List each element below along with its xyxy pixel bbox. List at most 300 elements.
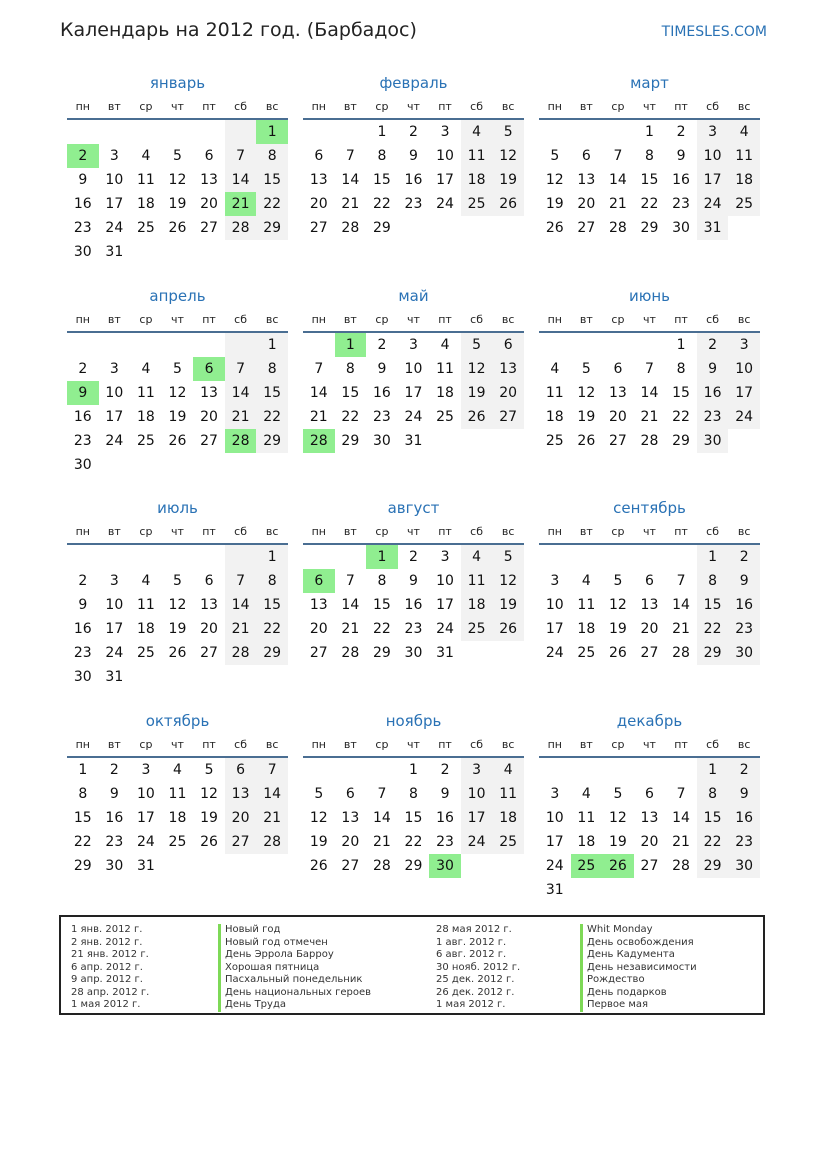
day-cell: 17 [404, 385, 423, 401]
day-cell: 7 [345, 573, 355, 589]
day-cell: 9 [78, 597, 88, 613]
day-cell: 22 [256, 617, 288, 641]
day-cell: 25 [136, 645, 155, 661]
day-cell: 5 [314, 786, 324, 802]
empty-cell [130, 545, 162, 569]
holiday-name: День Эррола Барроу [218, 949, 371, 962]
empty-cell [335, 120, 367, 144]
day-cell: 27 [640, 858, 659, 874]
day-cell: 27 [341, 858, 360, 874]
empty-cell [539, 758, 571, 782]
day-cell: 8 [377, 573, 387, 589]
weekday-label: сб [234, 738, 248, 751]
day-cell: 12 [168, 172, 187, 188]
holiday-day-cell: 26 [602, 854, 634, 878]
day-cell: 29 [640, 220, 659, 236]
weekday-label: пт [674, 738, 688, 751]
day-cell: 28 [341, 220, 360, 236]
day-cell: 23 [404, 621, 423, 637]
day-cell: 19 [168, 621, 187, 637]
day-cell: 3 [409, 337, 418, 353]
weekday-label: вт [579, 313, 593, 326]
day-grid [303, 758, 524, 878]
day-cell: 7 [377, 786, 387, 802]
day-cell: 7 [225, 569, 257, 593]
month-name: июнь [628, 287, 671, 305]
day-cell: 18 [136, 621, 155, 637]
day-cell: 26 [200, 834, 218, 850]
weekday-label: сб [470, 525, 484, 538]
weekday-label: вс [265, 100, 279, 113]
day-cell: 18 [545, 409, 564, 425]
day-cell: 5 [204, 762, 214, 778]
empty-cell [665, 545, 697, 569]
day-cell: 1 [645, 124, 654, 140]
day-cell: 14 [225, 168, 257, 192]
day-cell: 4 [581, 573, 591, 589]
day-cell: 28 [256, 830, 288, 854]
day-cell: 19 [545, 196, 564, 212]
weekday-label: вт [107, 100, 121, 113]
day-cell: 8 [256, 569, 288, 593]
day-cell: 2 [109, 762, 119, 778]
weekday-label: пн [547, 100, 562, 113]
day-cell: 31 [697, 216, 729, 240]
day-cell: 12 [545, 172, 564, 188]
empty-cell [303, 333, 335, 357]
day-cell: 13 [608, 385, 627, 401]
day-grid [67, 758, 288, 878]
day-cell: 17 [697, 168, 729, 192]
weekday-label: чт [643, 738, 656, 751]
holiday-date: 1 авг. 2012 г. [436, 936, 507, 948]
day-cell: 8 [697, 569, 729, 593]
day-cell: 10 [105, 597, 124, 613]
page-title: Календарь на 2012 год. (Барбадос) [60, 19, 417, 41]
empty-cell [335, 758, 367, 782]
day-cell: 8 [697, 782, 729, 806]
empty-cell [99, 333, 131, 357]
weekday-label: чт [171, 313, 184, 326]
day-cell: 9 [440, 786, 450, 802]
day-cell: 28 [608, 220, 627, 236]
month-name: февраль [379, 74, 448, 92]
day-cell: 13 [225, 782, 257, 806]
weekday-label: пн [75, 313, 90, 326]
day-cell: 19 [168, 409, 187, 425]
day-cell: 7 [225, 357, 257, 381]
weekday-label: сб [470, 738, 484, 751]
weekday-label: сб [706, 313, 720, 326]
day-cell: 14 [341, 172, 360, 188]
day-cell: 8 [256, 144, 288, 168]
holiday-legend [59, 915, 765, 1015]
day-grid [539, 333, 760, 453]
month-1 [67, 72, 288, 264]
day-cell: 22 [640, 196, 659, 212]
weekday-label: вт [107, 525, 121, 538]
holiday-date: 1 янв. 2012 г. [71, 924, 143, 935]
empty-cell [130, 120, 162, 144]
month-name: сентябрь [613, 499, 686, 517]
weekday-label: чт [171, 738, 184, 751]
day-cell: 16 [697, 381, 729, 405]
day-cell: 5 [492, 545, 524, 569]
holiday-date: 26 дек. 2012 г. [436, 986, 515, 998]
day-cell: 5 [461, 333, 493, 357]
day-cell: 4 [550, 361, 560, 377]
day-cell: 23 [105, 834, 124, 850]
day-cell: 22 [697, 830, 729, 854]
weekday-label: пт [438, 313, 452, 326]
day-cell: 28 [225, 216, 257, 240]
empty-cell [303, 545, 335, 569]
day-cell: 8 [78, 786, 88, 802]
weekday-label: сб [706, 525, 720, 538]
holiday-names-left [218, 924, 371, 1012]
day-cell: 14 [225, 593, 257, 617]
weekday-label: вт [343, 100, 357, 113]
day-cell: 17 [728, 381, 760, 405]
weekday-label: пн [75, 100, 90, 113]
empty-cell [634, 758, 666, 782]
month-6 [539, 285, 760, 453]
day-grid [539, 120, 760, 240]
day-cell: 27 [309, 645, 328, 661]
day-cell: 22 [672, 409, 690, 425]
day-cell: 10 [436, 148, 454, 164]
day-cell: 20 [640, 834, 659, 850]
day-grid [67, 120, 288, 264]
day-cell: 1 [676, 337, 686, 353]
day-cell: 17 [105, 409, 124, 425]
day-cell: 17 [105, 621, 124, 637]
weekday-label: сб [470, 313, 484, 326]
day-cell: 18 [136, 196, 155, 212]
weekday-label: пн [311, 525, 326, 538]
day-cell: 16 [372, 385, 391, 401]
month-11 [303, 710, 524, 878]
weekday-label: сб [470, 100, 484, 113]
day-cell: 15 [372, 597, 391, 613]
day-cell: 7 [645, 361, 654, 377]
empty-cell [99, 545, 131, 569]
weekday-header [539, 734, 760, 756]
month-name: октябрь [145, 712, 210, 730]
empty-cell [634, 333, 666, 357]
day-grid [539, 758, 760, 902]
empty-cell [67, 545, 99, 569]
empty-cell [67, 120, 99, 144]
month-5 [303, 285, 524, 453]
weekday-header [67, 521, 288, 543]
weekday-label: пт [674, 313, 688, 326]
day-cell: 21 [672, 834, 690, 850]
day-cell: 2 [377, 337, 387, 353]
day-cell: 22 [372, 196, 391, 212]
day-cell: 13 [309, 597, 328, 613]
day-cell: 23 [672, 196, 690, 212]
brand-link[interactable]: TIMESLES.COM [661, 24, 767, 40]
weekday-label: вс [501, 100, 515, 113]
holiday-day-cell: 6 [303, 569, 335, 593]
day-cell: 7 [314, 361, 324, 377]
weekday-label: пн [547, 313, 562, 326]
day-cell: 2 [78, 573, 88, 589]
weekday-label: ср [375, 525, 389, 538]
day-cell: 15 [256, 593, 288, 617]
holiday-name: Рождество [580, 974, 697, 987]
day-cell: 1 [78, 762, 88, 778]
day-cell: 10 [728, 357, 760, 381]
day-cell: 30 [728, 641, 760, 665]
day-cell: 27 [608, 433, 627, 449]
day-cell: 30 [672, 220, 690, 236]
day-grid [67, 545, 288, 689]
weekday-label: вс [501, 525, 515, 538]
day-cell: 6 [581, 148, 591, 164]
day-cell: 15 [256, 168, 288, 192]
weekday-header [539, 96, 760, 118]
weekday-label: ср [375, 738, 389, 751]
day-cell: 18 [461, 168, 493, 192]
day-cell: 11 [461, 144, 493, 168]
day-cell: 27 [200, 220, 218, 236]
day-cell: 15 [640, 172, 659, 188]
day-cell: 13 [492, 357, 524, 381]
weekday-label: вс [737, 313, 751, 326]
day-cell: 22 [697, 617, 729, 641]
holiday-name: День Труда [218, 999, 371, 1012]
weekday-label: ср [139, 738, 153, 751]
day-cell: 30 [728, 854, 760, 878]
holiday-date: 2 янв. 2012 г. [71, 936, 143, 948]
day-cell: 13 [640, 597, 659, 613]
day-cell: 14 [372, 810, 391, 826]
day-cell: 18 [728, 168, 760, 192]
day-cell: 2 [409, 124, 418, 140]
day-cell: 2 [440, 762, 450, 778]
holiday-day-cell: 25 [571, 854, 603, 878]
day-cell: 25 [545, 433, 564, 449]
day-cell: 30 [404, 645, 423, 661]
day-cell: 29 [256, 641, 288, 665]
month-3 [539, 72, 760, 240]
weekday-header [539, 521, 760, 543]
weekday-label: вс [737, 525, 751, 538]
day-cell: 4 [173, 762, 182, 778]
day-cell: 28 [225, 641, 257, 665]
day-cell: 30 [105, 858, 124, 874]
day-cell: 30 [73, 669, 92, 685]
weekday-label: вс [501, 313, 515, 326]
day-cell: 5 [173, 573, 182, 589]
empty-cell [539, 120, 571, 144]
day-cell: 7 [225, 144, 257, 168]
day-cell: 21 [608, 196, 627, 212]
day-grid [303, 120, 524, 240]
month-name: январь [149, 74, 206, 92]
day-cell: 21 [341, 621, 360, 637]
day-cell: 6 [645, 786, 654, 802]
day-cell: 2 [409, 549, 418, 565]
day-cell: 25 [577, 645, 596, 661]
holiday-date: 1 мая 2012 г. [436, 999, 506, 1010]
day-cell: 14 [640, 385, 659, 401]
day-cell: 23 [697, 405, 729, 429]
holiday-date: 21 янв. 2012 г. [71, 949, 149, 960]
holiday-day-cell: 2 [67, 144, 99, 168]
day-cell: 23 [372, 409, 391, 425]
day-cell: 20 [341, 834, 360, 850]
day-cell: 10 [105, 172, 124, 188]
day-cell: 25 [728, 192, 760, 216]
day-cell: 16 [73, 621, 92, 637]
empty-cell [162, 120, 194, 144]
weekday-label: чт [407, 100, 420, 113]
day-cell: 24 [136, 834, 155, 850]
weekday-label: сб [706, 738, 720, 751]
day-cell: 10 [404, 361, 423, 377]
day-cell: 29 [341, 433, 360, 449]
day-cell: 26 [168, 433, 187, 449]
day-cell: 3 [109, 148, 119, 164]
day-cell: 12 [168, 597, 187, 613]
day-cell: 18 [436, 385, 454, 401]
day-cell: 24 [105, 220, 124, 236]
empty-cell [193, 120, 225, 144]
day-cell: 24 [105, 645, 124, 661]
holiday-day-cell: 30 [429, 854, 461, 878]
day-cell: 7 [676, 786, 686, 802]
day-cell: 16 [672, 172, 690, 188]
weekday-label: чт [407, 313, 420, 326]
weekday-label: ср [611, 525, 625, 538]
day-cell: 17 [545, 834, 564, 850]
day-cell: 18 [577, 834, 596, 850]
day-cell: 15 [256, 381, 288, 405]
day-cell: 31 [105, 669, 124, 685]
day-grid [539, 545, 760, 665]
day-cell: 11 [168, 786, 187, 802]
day-cell: 21 [225, 405, 257, 429]
day-cell: 10 [545, 597, 564, 613]
weekday-header [67, 734, 288, 756]
day-cell: 31 [105, 244, 124, 260]
day-cell: 9 [697, 357, 729, 381]
day-cell: 3 [109, 361, 119, 377]
weekday-header [303, 96, 524, 118]
day-cell: 30 [372, 433, 391, 449]
day-cell: 4 [141, 361, 151, 377]
day-cell: 9 [728, 782, 760, 806]
empty-cell [225, 333, 257, 357]
empty-cell [539, 545, 571, 569]
day-cell: 22 [256, 192, 288, 216]
day-cell: 18 [577, 621, 596, 637]
holiday-date: 1 мая 2012 г. [71, 999, 141, 1010]
day-cell: 20 [200, 621, 218, 637]
weekday-label: пт [674, 525, 688, 538]
day-cell: 18 [492, 806, 524, 830]
weekday-label: вт [107, 313, 121, 326]
day-cell: 30 [697, 429, 729, 453]
day-cell: 14 [341, 597, 360, 613]
day-cell: 27 [640, 645, 659, 661]
day-cell: 13 [577, 172, 596, 188]
weekday-label: сб [234, 525, 248, 538]
day-grid [303, 545, 524, 665]
weekday-label: пт [202, 313, 216, 326]
day-cell: 6 [314, 148, 324, 164]
empty-cell [571, 545, 603, 569]
day-cell: 16 [728, 806, 760, 830]
holiday-day-cell: 9 [67, 381, 99, 405]
day-cell: 17 [545, 621, 564, 637]
day-cell: 24 [404, 409, 423, 425]
day-cell: 29 [372, 220, 391, 236]
day-cell: 25 [436, 409, 454, 425]
day-cell: 27 [225, 830, 257, 854]
day-cell: 12 [577, 385, 596, 401]
day-cell: 26 [461, 405, 493, 429]
day-cell: 19 [461, 381, 493, 405]
weekday-label: пн [311, 100, 326, 113]
weekday-label: ср [611, 313, 625, 326]
day-cell: 12 [200, 786, 218, 802]
day-cell: 3 [141, 762, 151, 778]
day-cell: 5 [613, 573, 623, 589]
day-cell: 31 [136, 858, 155, 874]
day-cell: 2 [728, 758, 760, 782]
empty-cell [571, 333, 603, 357]
weekday-header [67, 309, 288, 331]
day-cell: 13 [200, 172, 218, 188]
day-cell: 5 [492, 120, 524, 144]
day-cell: 29 [697, 854, 729, 878]
day-cell: 3 [550, 786, 560, 802]
holiday-date: 28 мая 2012 г. [436, 924, 512, 935]
day-cell: 17 [436, 597, 454, 613]
weekday-label: пт [202, 525, 216, 538]
day-cell: 19 [608, 834, 627, 850]
day-cell: 12 [309, 810, 328, 826]
day-cell: 8 [377, 148, 387, 164]
weekday-label: ср [139, 525, 153, 538]
day-cell: 8 [645, 148, 654, 164]
day-cell: 15 [672, 385, 690, 401]
day-cell: 19 [492, 593, 524, 617]
day-cell: 14 [225, 381, 257, 405]
day-cell: 13 [341, 810, 360, 826]
empty-cell [539, 333, 571, 357]
day-cell: 13 [200, 385, 218, 401]
holiday-day-cell: 1 [335, 333, 367, 357]
day-cell: 3 [461, 758, 493, 782]
day-cell: 3 [697, 120, 729, 144]
empty-cell [225, 120, 257, 144]
weekday-label: вт [579, 738, 593, 751]
day-cell: 12 [461, 357, 493, 381]
weekday-label: вт [343, 313, 357, 326]
day-cell: 20 [225, 806, 257, 830]
holiday-name: Хорошая пятница [218, 962, 371, 975]
day-cell: 11 [136, 385, 155, 401]
day-cell: 13 [640, 810, 659, 826]
day-cell: 9 [409, 573, 418, 589]
day-cell: 7 [613, 148, 623, 164]
day-cell: 29 [672, 433, 690, 449]
